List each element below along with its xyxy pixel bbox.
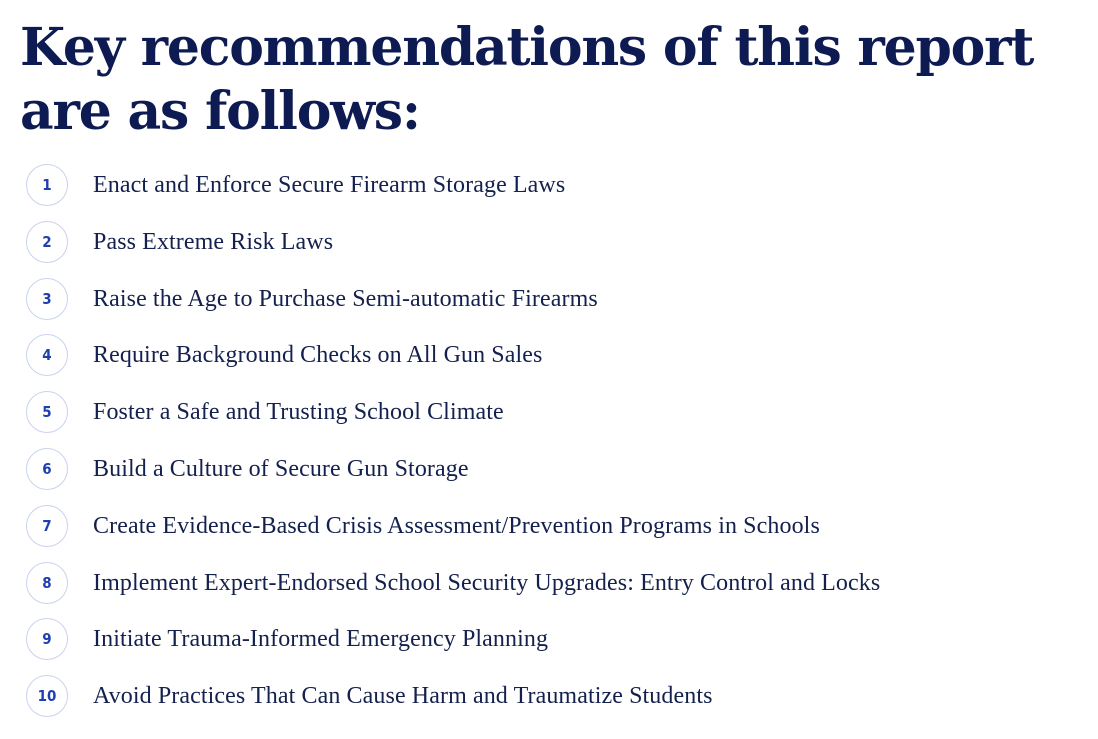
recommendation-item: [0, 668, 1098, 725]
number-badge: 1: [26, 164, 68, 206]
recommendation-item: [0, 384, 1098, 441]
number-badge: 8: [26, 562, 68, 604]
page-title-line-1: Key recommendations of this report: [20, 17, 1034, 78]
recommendation-text: Raise the Age to Purchase Semi-automatic Firearms: [93, 285, 598, 312]
recommendation-text: Enact and Enforce Secure Firearm Storage Laws: [93, 172, 566, 198]
recommendation-text: Initiate Trauma-Informed Emergency Planning: [93, 626, 549, 653]
number-badge: 3: [26, 278, 68, 320]
recommendation-item: [0, 157, 1098, 214]
recommendation-text: Avoid Practices That Can Cause Harm and Traumatize Students: [93, 683, 713, 710]
recommendation-text: Require Background Checks on All Gun Sales: [93, 342, 543, 369]
recommendation-text: Create Evidence-Based Crisis Assessment/Prevention Programs in Schools: [93, 512, 820, 539]
recommendation-text: Foster a Safe and Trusting School Climate: [93, 399, 504, 426]
recommendation-text: Implement Expert-Endorsed School Security Upgrades: Entry Control and Locks: [93, 569, 881, 596]
number-badge: 2: [26, 221, 68, 263]
recommendation-text: Pass Extreme Risk Laws: [93, 228, 334, 255]
recommendation-item: [0, 555, 1098, 612]
recommendation-item: [0, 611, 1098, 668]
number-badge: 6: [26, 448, 68, 490]
number-badge: 7: [26, 505, 68, 547]
recommendation-item: [0, 498, 1098, 555]
recommendation-item: [0, 441, 1098, 498]
number-badge: 5: [26, 391, 68, 433]
recommendations-list: [0, 157, 1098, 725]
page-title-line-2: are as follows:: [20, 81, 420, 142]
recommendation-item: [0, 327, 1098, 384]
recommendation-item: [0, 214, 1098, 271]
number-badge: 4: [26, 334, 68, 376]
number-badge: 9: [26, 618, 68, 660]
number-badge: 10: [26, 675, 68, 717]
recommendation-item: [0, 271, 1098, 328]
recommendation-text: Build a Culture of Secure Gun Storage: [93, 455, 469, 482]
page-title: [20, 16, 1060, 144]
